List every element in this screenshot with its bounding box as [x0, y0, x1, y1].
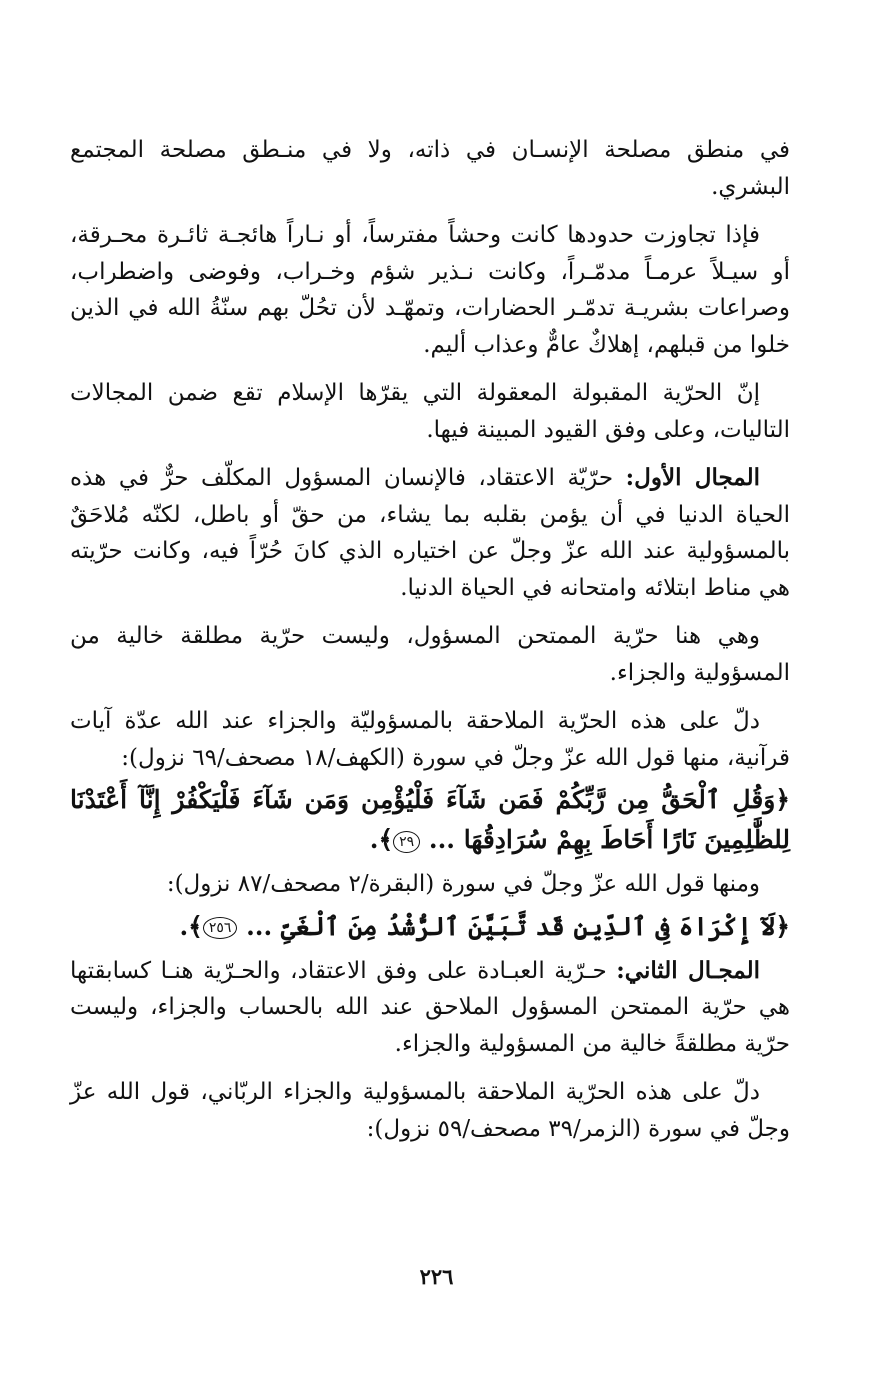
section-1-heading: المجال الأول:	[625, 464, 760, 491]
paragraph-1: في منطق مصلحة الإنسـان في ذاته، ولا في منـطق مصلحة المجتمع البشري.	[70, 137, 790, 200]
verse-2-text: ﴿لَآ إِكْرَاهَ فِى ٱلدِّينِ قَد تَّبَيَّنَ ٱلرُّشْدُ مِنَ ٱلْغَىِّ ...	[237, 911, 790, 941]
section-1-evidence-2: ومنها قول الله عزّ وجلّ في سورة (البقرة/٢ مصحف/٨٧ نزول):	[166, 871, 760, 897]
paragraph-3: إنّ الحرّية المقبولة المعقولة التي يقرّها الإسلام تقع ضمن المجالات التاليات، وعلى وفق القيود المبينة فيها.	[70, 380, 790, 443]
page-number: ٢٢٦	[419, 1264, 454, 1289]
verse-2-number: ٢٥٦	[203, 917, 238, 939]
section-2-heading: المجـال الثاني:	[616, 956, 760, 984]
verse-1-end: ﴾.	[369, 825, 394, 854]
section-2-text: حـرّية العبـادة على وفق الاعتقاد، والحـرّية هنـا كسابقتها هي حرّية الممتحن المسؤول الملاحق عند الله بالحساب والجزاء، وليست حرّية مطلقةً خالية من المسؤولية والجزاء.	[70, 957, 790, 1057]
section-1-text: حرّيّة الاعتقاد، فالإنسان المسؤول المكلّف حرٌّ في هذه الحياة الدنيا في أن يؤمن بقلبه بما يشاء، من حقّ أو باطل، لكنّه مُلاحَقٌ بالمسؤولية عند الله عزّ وجلّ عن اختياره الذي كانَ حُرّاً فيه، وكانت حرّيته هي مناط ابتلائه وامتحانه في الحياة الدنيا.	[70, 465, 790, 601]
section-1-evidence: دلّ على هذه الحرّية الملاحقة بالمسؤوليّة والجزاء عند الله عدّة آيات قرآنية، منها قول الله عزّ وجلّ في سورة (الكهف/١٨ مصحف/٦٩ نزول):	[70, 708, 790, 771]
verse-1-text: ﴿وَقُلِ ٱلْحَقُّ مِن رَّبِّكُمْ فَمَن شَآءَ فَلْيُؤْمِن وَمَن شَآءَ فَلْيَكْفُرْ إِنَّآ أَعْتَدْنَا لِلظَّٰلِمِينَ نَارًا أَحَاطَ بِهِمْ سُرَادِقُهَا ...	[70, 785, 790, 854]
section-2-paragraph	[70, 953, 790, 1063]
section-1-paragraph	[70, 460, 790, 606]
section-1-paragraph-2: وهي هنا حرّية الممتحن المسؤول، وليست حرّية مطلقة خالية من المسؤولية والجزاء.	[70, 623, 790, 686]
page-body	[70, 132, 790, 1159]
quran-verse-1	[70, 780, 790, 860]
section-2-evidence: دلّ على هذه الحرّية الملاحقة بالمسؤولية والجزاء الربّاني، قول الله عزّ وجلّ في سورة (الزمر/٣٩ مصحف/٥٩ نزول):	[70, 1079, 790, 1142]
quran-verse-2	[70, 907, 790, 947]
verse-1-number: ٢٩	[393, 831, 420, 853]
verse-2-end: ﴾.	[179, 911, 203, 941]
paragraph-2: فإذا تجاوزت حدودها كانت وحشاً مفترساً، أو نـاراً هائجـة ثائـرة محـرقة، أو سيـلاً عرمـاً مدمّـراً، وكانت نـذير شؤم وخـراب، وفوضى واضطراب، وصراعات بشريـة تدمّـر الحضارات، وتمهّـد لأن تحُلّ بهم سنّةُ الله في الذين خلوا من قبلهم، إهلاكٌ عامٌّ وعذاب أليم.	[70, 222, 790, 358]
